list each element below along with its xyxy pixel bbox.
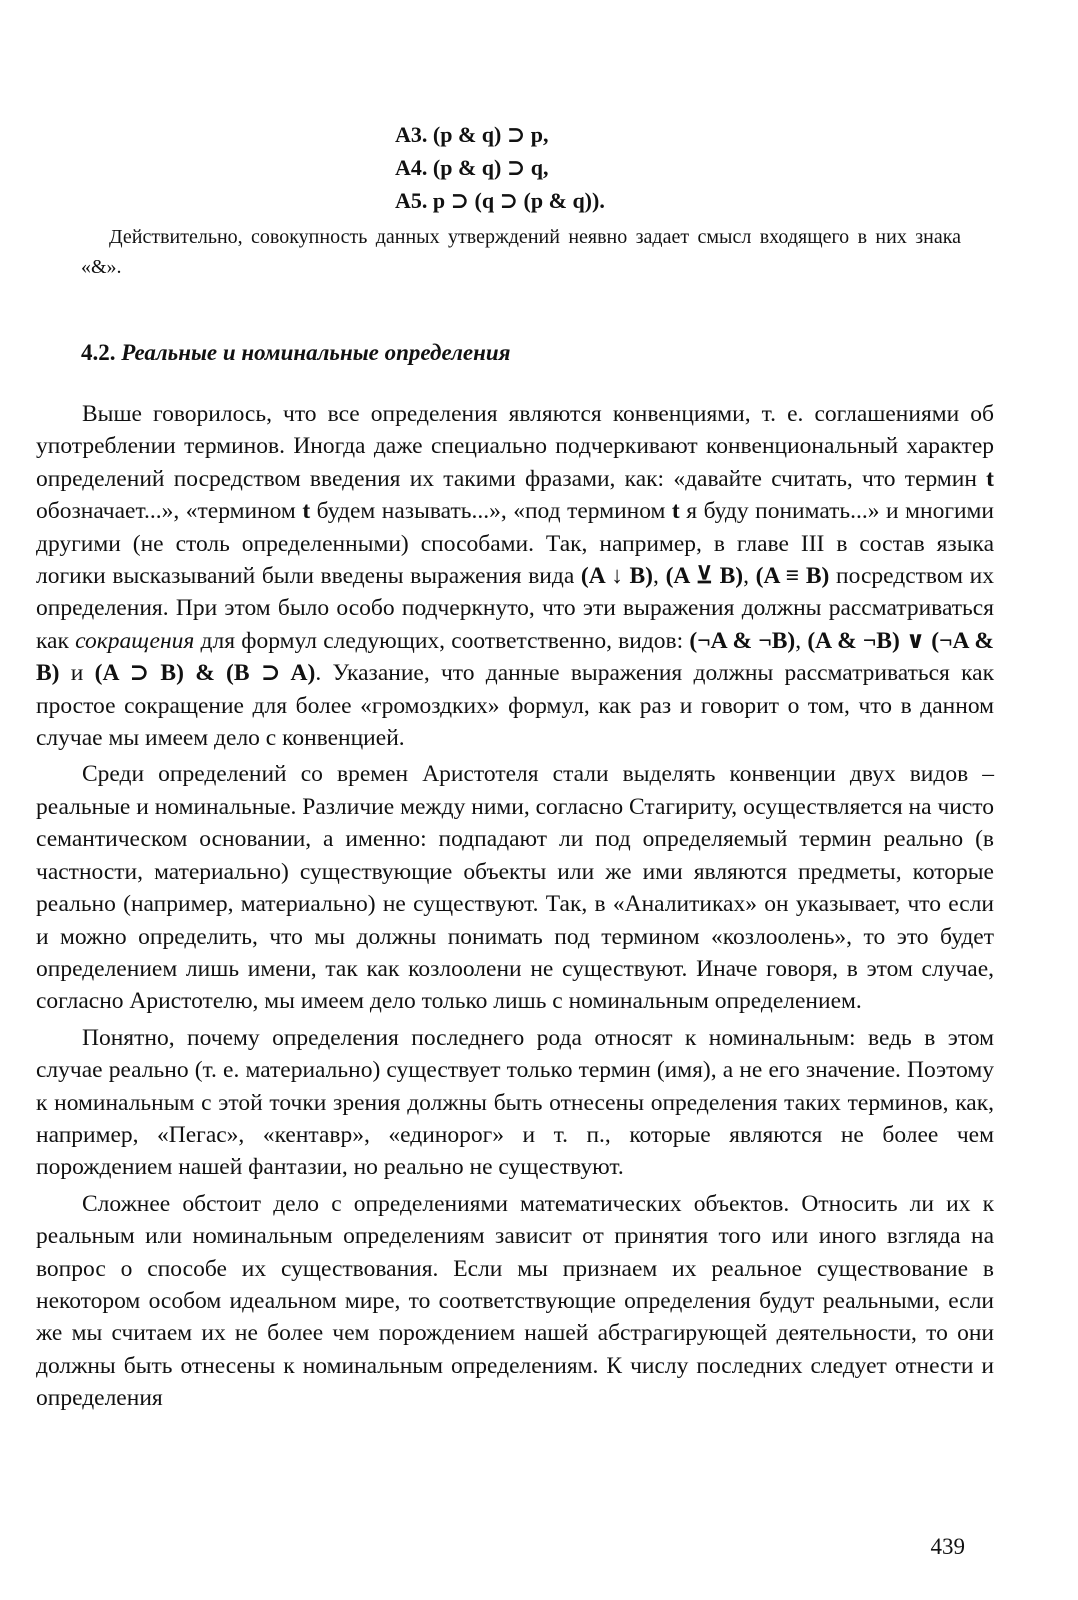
page-number: 439	[930, 1534, 965, 1559]
paragraph-3: Понятно, почему определения последнего рода относят к номинальным: ведь в этом случае реально (т. е. материально) существует только термин (имя), а не его значение. Поэтому к номинальным с этой точки зрения должны быть отнесены определения таких терминов, как, например, «Пегас», «кентавр», «единорог» и т. п., которые являются не более чем порождением нашей фантазии, но реально не существуют.	[36, 1024, 994, 1181]
axiom-a3: A3. (p & q) ⊃ p,	[395, 122, 549, 147]
section-number: 4.2.	[81, 340, 116, 365]
paragraph-2: Среди определений со времен Аристотеля стали выделять конвенции двух видов – реальные и номинальные. Различие между ними, согласно Стагириту, осуществляется на чисто семантическом основании, а именно: подпадают ли под определяемый термин реально (в частности, материально) существующие объекты или же ими являются предметы, которые реально (например, материально) не существуют. Так, в «Аналитиках» он указывает, что если и можно определить, что мы должны понимать под термином «козлоолень», то это будет определением лишь имени, так как козлоолени не существуют. Иначе говоря, в этом случае, согласно Аристотелю, мы имеем дело только лишь с номинальным определением.	[36, 761, 994, 1015]
axiom-list	[395, 118, 605, 217]
paragraph-4: Сложнее обстоит дело с определениями математических объектов. Относить ли их к реальным или номинальным определениям зависит от принятия того или иного взгляда на вопрос о способе их существования. Если мы признаем их реальное существование в некотором особом идеальном мире, то соответствующие определения будут реальными, если же мы считаем их не более чем порождением нашей абстрагирующей деятельности, то они должны быть отнесены к номинальным определениям. К числу последних следует отнести и определения	[36, 1190, 994, 1412]
section-title: Реальные и номинальные определения	[121, 340, 511, 365]
axiom-a5: A5. p ⊃ (q ⊃ (p & q)).	[395, 188, 605, 213]
axiom-a4: A4. (p & q) ⊃ q,	[395, 155, 549, 180]
section-body	[36, 398, 994, 1419]
section-heading	[81, 337, 511, 369]
paragraph-1: Выше говорилось, что все определения являются конвенциями, т. е. соглашениями об употреблении терминов. Иногда даже специально подчеркивают конвенциональный характер определений посредством введения их такими фразами, как: «давайте считать, что термин t обозначает...», «термином t будем называть...», «под термином t я буду понимать...» и многими другими (не столь определенными) способами. Так, например, в главе III в состав языка логики высказываний были введены выражения вида (A ↓ B), (A ⊻ B), (A ≡ B) посредством их определения. При этом было особо подчеркнуто, что эти выражения должны рассматриваться как сокращения для формул следующих, соответственно, видов: (¬A & ¬B), (A & ¬B) ∨ (¬A & B) и (A ⊃ B) & (B ⊃ A). Указание, что данные выражения должны рассматриваться как простое сокращение для более «громоздких» формул, как раз и говорит о том, что в данном случае мы имеем дело с конвенцией.	[36, 401, 995, 752]
axiom-note: Действительно, совокупность данных утверждений неявно задает смысл входящего в них знака «&».	[81, 226, 961, 278]
